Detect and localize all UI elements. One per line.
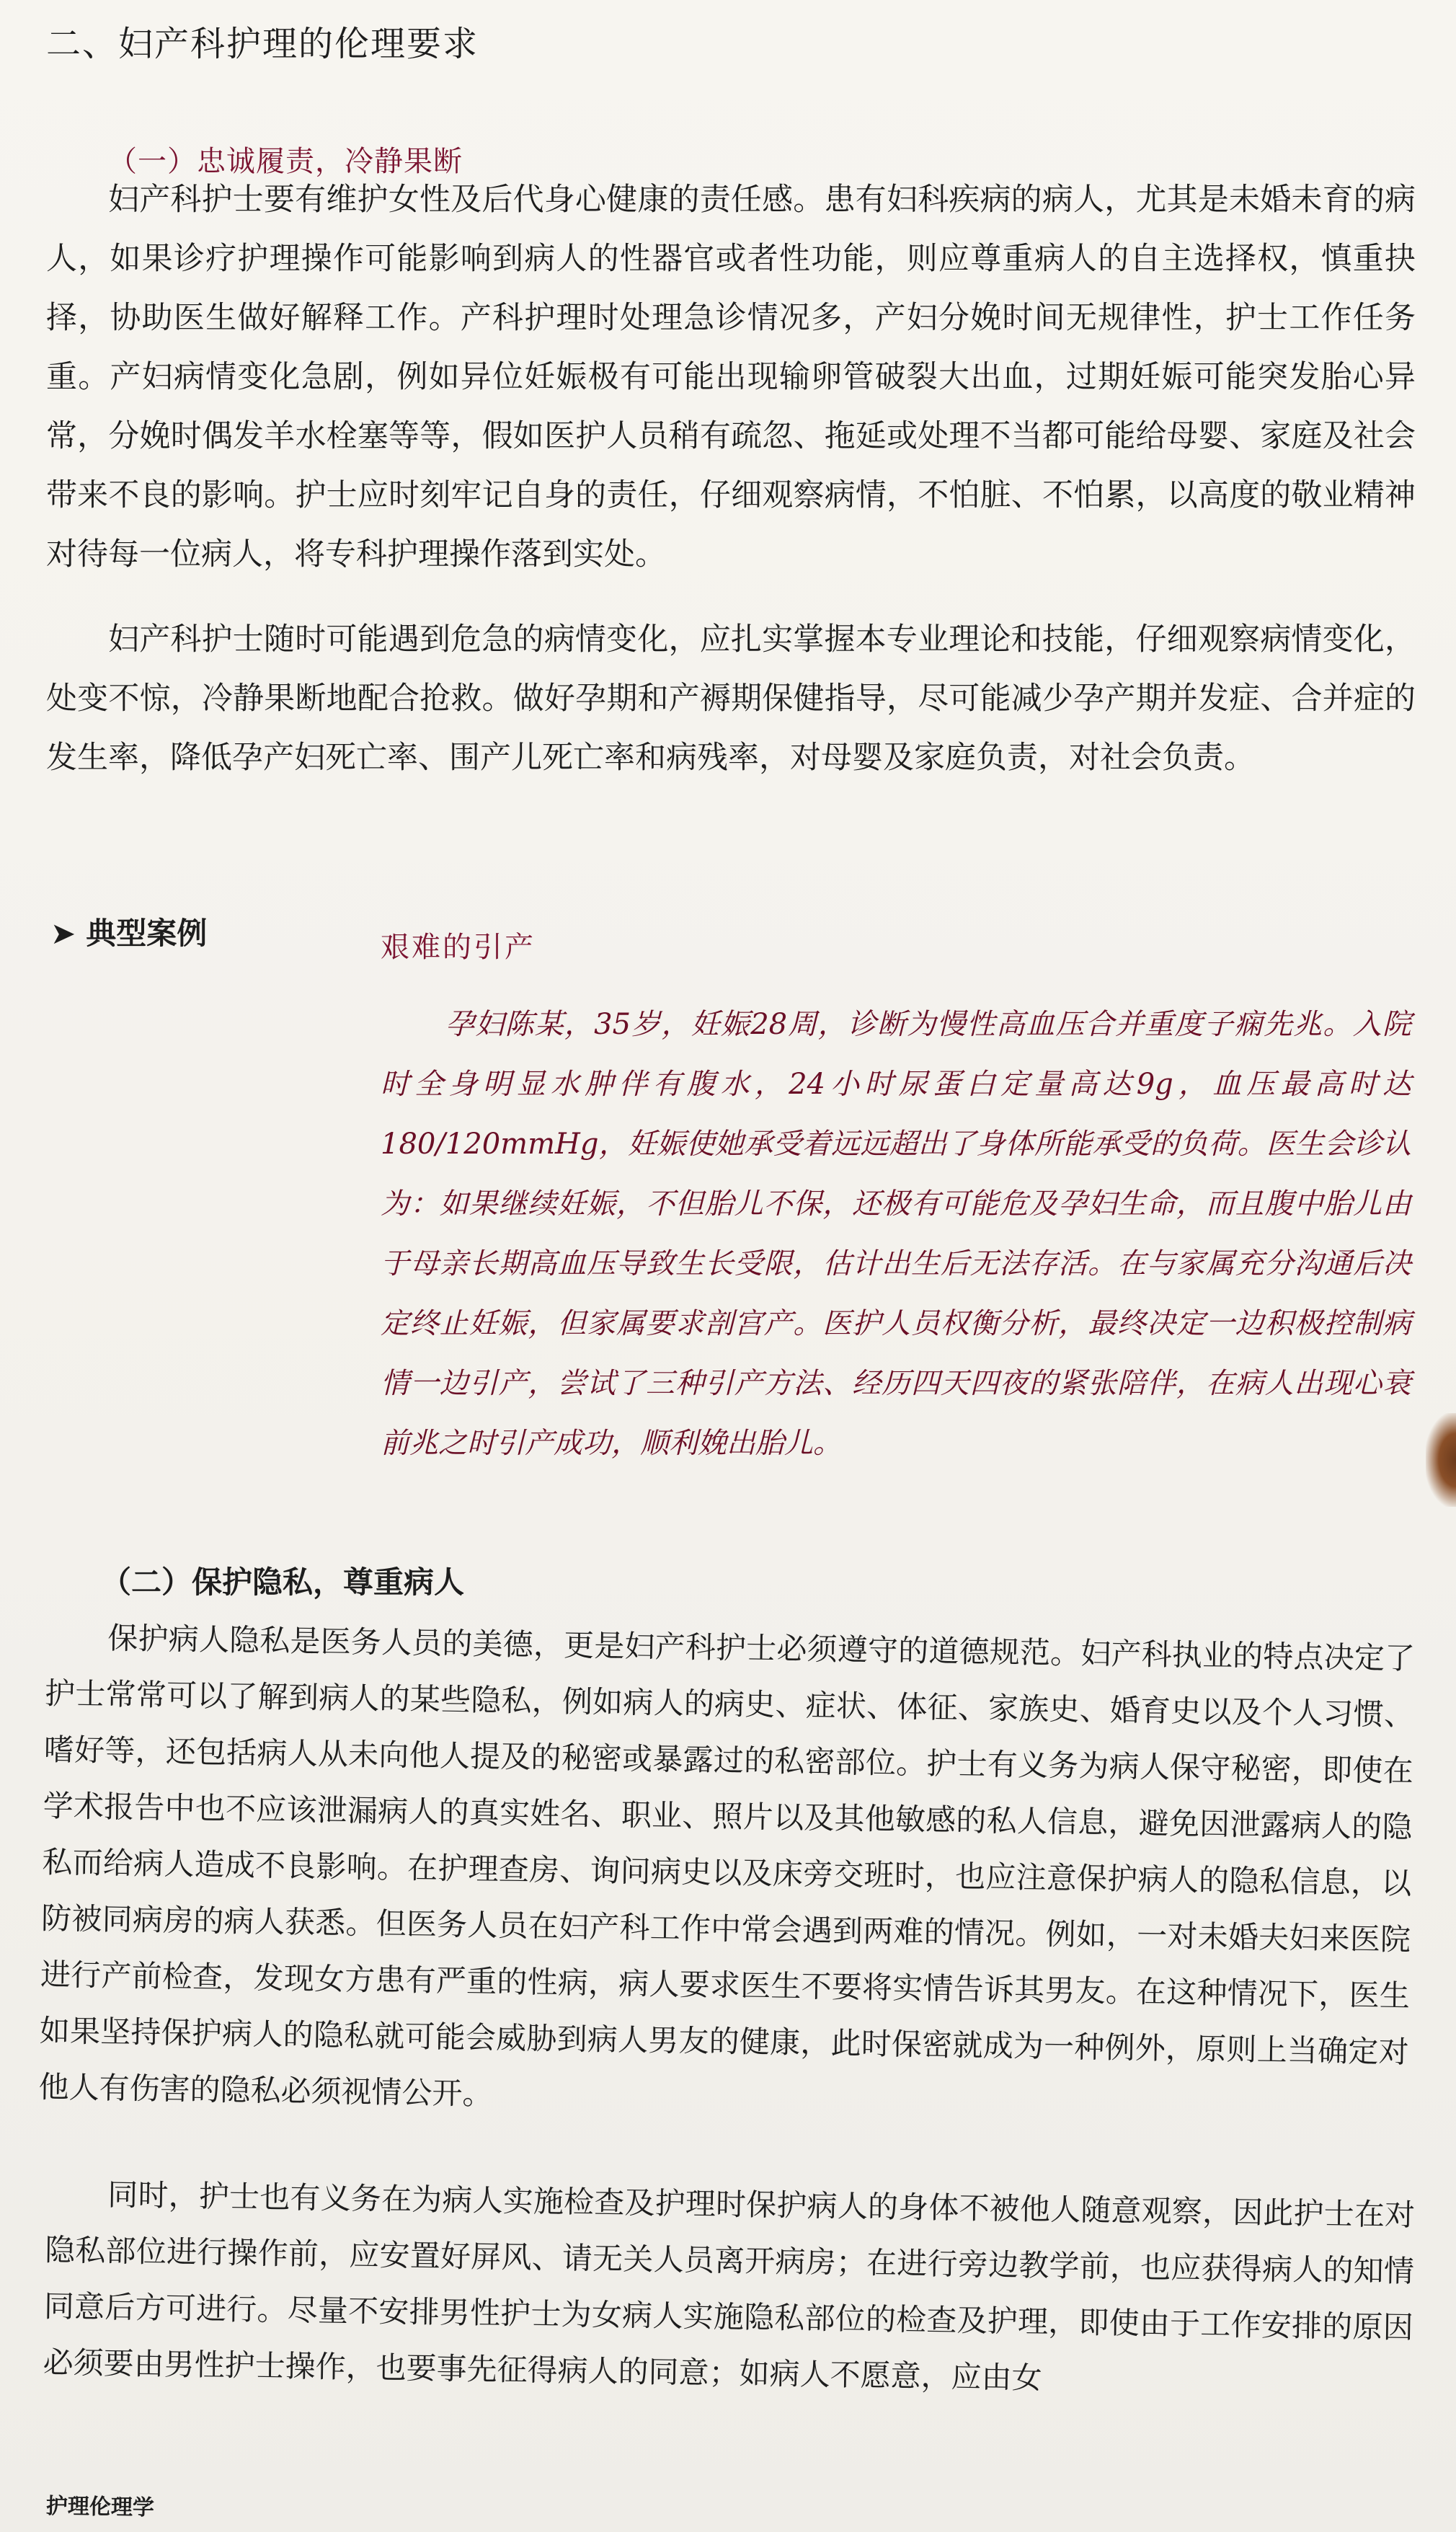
book-footer-title: 护理伦理学	[45, 2493, 155, 2521]
subheading-loyalty: （一）忠诚履责，冷静果断	[108, 145, 463, 178]
case-title: 艰难的引产	[381, 931, 536, 964]
paragraph-responsibility: 妇产科护士要有维护女性及后代身心健康的责任感。患有妇科疾病的病人，尤其是未婚未育的病人，如果诊疗护理操作可能影响到病人的性器官或者性功能，则应尊重病人的自主选择权，慎重抉择，协助医生做好解释工作。产科护理时处理急诊情况多，产妇分娩时间无规律性，护士工作任务重。产妇病情变化急剧，例如异位妊娠极有可能出现输卵管破裂大出血，过期妊娠可能突发胎心异常，分娩时偶发羊水栓塞等等，假如医护人员稍有疏忽、拖延或处理不当都可能给母婴、家庭及社会带来不良的影响。护士应时刻牢记自身的责任，仔细观察病情，不怕脏、不怕累，以高度的敬业精神对待每一位病人，将专科护理操作落到实处。	[46, 182, 1416, 572]
case-body: 孕妇陈某，35岁，妊娠28周，诊断为慢性高血压合并重度子痫先兆。入院时全身明显水肿伴有腹水，24小时尿蛋白定量高达9g，血压最高时达180/120mmHg，妊娠使她承受着远远超出了身体所能承受的负荷。医生会诊认为：如果继续妊娠，不但胎儿不保，还极有可能危及孕妇生命，而且腹中胎儿由于母亲长期高血压导致生长受限，估计出生后无法存活。在与家属充分沟通后决定终止妊娠，但家属要求剖宫产。医护人员权衡分析，最终决定一边积极控制病情一边引产，尝试了三种引产方法、经历四天四夜的紧张陪伴，在病人出现心衰前兆之时引产成功，顺利娩出胎儿。	[381, 1008, 1411, 1460]
arrow-icon: ➤	[50, 916, 76, 951]
typical-case-label	[50, 910, 207, 953]
paragraph-physical-privacy: 同时，护士也有义务在为病人实施检查及护理时保护病人的身体不被他人随意观察，因此护士在对隐私部位进行操作前，应安置好屏风、请无关人员离开病房；在进行旁边教学前，也应获得病人的知情同意后方可进行。尽量不安排男性护士为女病人实施隐私部位的检查及护理，即使由于工作安排的原因必须要由男性护士操作，也要事先征得病人的同意；如病人不愿意，应由女	[43, 2177, 1416, 2396]
thumb-edge-shadow	[1426, 1413, 1456, 1507]
typical-case-text: 典型案例	[86, 916, 208, 951]
paragraph-emergency: 妇产科护士随时可能遇到危急的病情变化，应扎实掌握本专业理论和技能，仔细观察病情变化，处变不惊，冷静果断地配合抢救。做好孕期和产褥期保健指导，尽可能减少孕产期并发症、合并症的发生率，降低孕产妇死亡率、围产儿死亡率和病残率，对母婴及家庭负责，对社会负责。	[46, 621, 1416, 776]
section-title: 二、妇产科护理的伦理要求	[46, 24, 479, 64]
subheading-privacy: （二）保护隐私，尊重病人	[101, 1564, 465, 1600]
paragraph-privacy: 保护病人隐私是医务人员的美德，更是妇产科护士必须遵守的道德规范。妇产科执业的特点决定了护士常常可以了解到病人的某些隐私，例如病人的病史、症状、体征、家族史、婚育史以及个人习惯、嗜好等，还包括病人从未向他人提及的秘密或暴露过的私密部位。护士有义务为病人保守秘密，即使在学术报告中也不应该泄漏病人的真实姓名、职业、照片以及其他敏感的私人信息，避免因泄露病人的隐私而给病人造成不良影响。在护理查房、询问病史以及床旁交班时，也应注意保护病人的隐私信息，以防被同病房的病人获悉。但医务人员在妇产科工作中常会遇到两难的情况。例如，一对未婚夫妇来医院进行产前检查，发现女方患有严重的性病，病人要求医生不要将实情告诉其男友。在这种情况下，医生如果坚持保护病人的隐私就可能会威胁到病人男友的健康，此时保密就成为一种例外，原则上当确定对他人有伤害的隐私必须视情公开。	[38, 1620, 1416, 2112]
